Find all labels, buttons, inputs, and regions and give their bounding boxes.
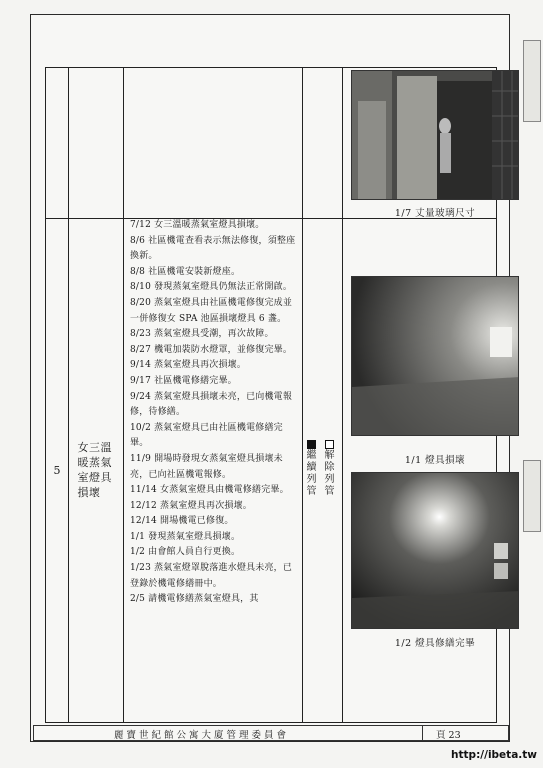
log-entry: 8/8 社區機電安裝新燈座。 bbox=[130, 266, 241, 277]
footer-divider bbox=[422, 726, 423, 740]
dark-steam-room-image bbox=[352, 277, 519, 436]
organization-name: 麗寶世紀館公寓大廈管理委員會 bbox=[114, 730, 290, 741]
log-entry: 11/14 女蒸氣室燈具由機電修繕完畢。 bbox=[130, 485, 289, 496]
log-entry: 1/2 由會館人員自行更換。 bbox=[130, 547, 241, 558]
log-entry: 2/5 請機電修繕蒸氣室燈具，其 bbox=[130, 594, 259, 605]
repair-log bbox=[130, 218, 298, 722]
column-divider bbox=[123, 68, 124, 722]
log-entry: 8/23 蒸氣室燈具受潮，再次故障。 bbox=[130, 329, 274, 340]
page-number: 頁 23 bbox=[436, 730, 461, 741]
log-entry: 8/10 發現蒸氣室燈具仍無法正常開啟。 bbox=[130, 282, 293, 293]
log-entry: 9/14 蒸氣室燈具再次損壞。 bbox=[130, 360, 247, 371]
log-entry: 11/9 開場時發現女蒸氣室燈具損壞未亮，已向社區機電報修。 bbox=[130, 453, 283, 480]
log-entry: 1/1 發現蒸氣室燈具損壞。 bbox=[130, 531, 241, 542]
column-divider bbox=[342, 68, 343, 722]
item-name-cell bbox=[68, 218, 123, 722]
steam-room-doorway-image bbox=[352, 71, 519, 200]
document-page bbox=[30, 14, 510, 742]
status-cell bbox=[303, 440, 341, 510]
column-divider bbox=[302, 68, 303, 722]
binding-stamp bbox=[523, 460, 541, 532]
lit-steam-room-image bbox=[352, 473, 519, 629]
log-entry: 7/12 女三溫暖蒸氣室燈具損壞。 bbox=[130, 220, 265, 230]
log-entry: 8/20 蒸氣室燈具由社區機電修復完成並一併修復女 SPA 池區損壞燈具 6 盞。 bbox=[130, 297, 293, 324]
photo-caption: 1/1 燈具損壞 bbox=[404, 455, 466, 466]
status-continue-label: 繼續列管 bbox=[306, 450, 317, 497]
log-entry: 9/17 社區機電修繕完畢。 bbox=[130, 375, 237, 386]
log-entry: 9/24 蒸氣室燈具損壞未亮，已向機電報修，待修繕。 bbox=[130, 391, 293, 418]
row-number: 5 bbox=[53, 463, 61, 477]
binding-stamp bbox=[523, 40, 541, 122]
photo-caption: 1/2 燈具修繕完畢 bbox=[394, 638, 476, 649]
page-footer bbox=[33, 725, 509, 741]
photo-glass-measurement bbox=[351, 70, 519, 200]
status-remove bbox=[323, 440, 336, 498]
control-table bbox=[45, 67, 497, 723]
item-name: 女三溫暖蒸氣室燈具損壞 bbox=[77, 441, 112, 499]
photo-lamp-broken bbox=[351, 276, 519, 436]
log-entry: 1/23 蒸氣室燈罩脫落進水燈具未亮，已登錄於機電修繕冊中。 bbox=[130, 563, 293, 589]
log-entry: 12/12 蒸氣室燈具再次損壞。 bbox=[130, 500, 252, 511]
log-entry: 8/6 社區機電查看表示無法修復，須整座換新。 bbox=[130, 235, 296, 262]
photo-caption: 1/7 丈量玻璃尺寸 bbox=[394, 208, 476, 219]
photo-lamp-repaired bbox=[351, 472, 519, 629]
empty-checkbox-icon bbox=[325, 440, 334, 449]
filled-checkbox-icon bbox=[307, 440, 316, 449]
status-continue bbox=[305, 440, 318, 498]
watermark: http://ibeta.tw bbox=[451, 749, 537, 761]
log-entry: 8/27 機電加裝防水燈罩，並修復完畢。 bbox=[130, 344, 293, 355]
log-entry: 10/2 蒸氣室燈具已由社區機電修繕完畢。 bbox=[130, 422, 283, 449]
status-remove-label: 解除列管 bbox=[324, 450, 335, 497]
log-entry: 12/14 開場機電已修復。 bbox=[130, 516, 234, 527]
